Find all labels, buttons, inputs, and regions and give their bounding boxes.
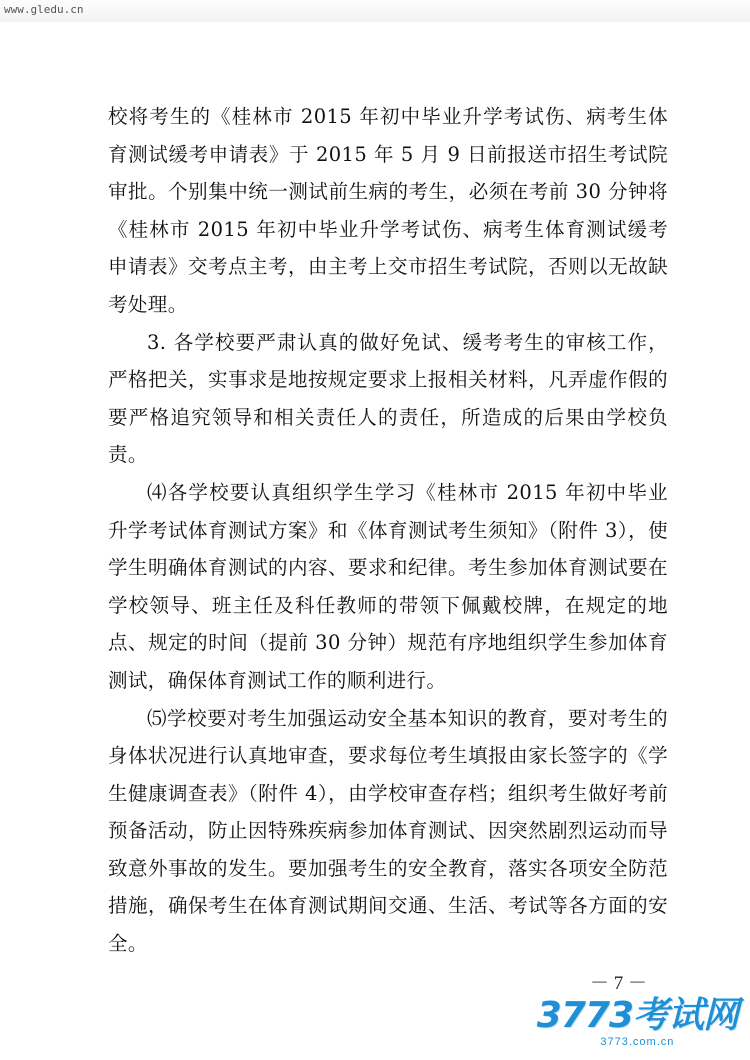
site-url: www.gledu.cn	[4, 3, 84, 16]
paragraph-2: 3. 各学校要严肃认真的做好免试、缓考考生的审核工作，严格把关，实事求是地按规定要求上报相关材料，凡弄虚作假的要严格追究领导和相关责任人的责任，所造成的后果由学校负责。	[108, 330, 668, 467]
paragraph-3: ⑷各学校要认真组织学生学习《桂林市 2015 年初中毕业升学考试体育测试方案》和《体育测试考生须知》（附件 3），使学生明确体育测试的内容、要求和纪律。考生参加体育测试要在学校领导、班主任及科任教师的带领下佩戴校牌，在规定的地点、规定的时间（提前 30 分钟）规范有序地组织学生参加体育测试，确保体育测试工作的顺利进行。	[108, 480, 668, 692]
paragraph-1: 校将考生的《桂林市 2015 年初中毕业升学考试伤、病考生体育测试缓考申请表》于 2015 年 5 月 9 日前报送市招生考试院审批。个别集中统一测试前生病的考生，必须在考前 30 分钟将《桂林市 2015 年初中毕业升学考试伤、病考生体育测试缓考申请表》交考点主考，由主考上交市招生考试院，否则以无故缺考处理。	[108, 105, 668, 316]
watermark-logo-text: 3773考试网	[536, 995, 738, 1036]
paragraph-4: ⑸学校要对考生加强运动安全基本知识的教育，要对考生的身体状况进行认真地审查，要求每位考生填报由家长签字的《学生健康调查表》（附件 4），由学校审查存档；组织考生做好考前预备活动，防止因特殊疾病参加体育测试、因突然剧烈运动而导致意外事故的发生。要加强考生的安全教育，落实各项安全防范措施，确保考生在体育测试期间交通、生活、考试等各方面的安全。	[108, 706, 668, 956]
watermark-logo	[536, 995, 738, 1048]
page-number: － 7 －	[590, 973, 648, 994]
site-header-bar	[0, 0, 750, 22]
document-body	[108, 98, 668, 963]
watermark-url: 3773.com.cn	[600, 1036, 675, 1048]
